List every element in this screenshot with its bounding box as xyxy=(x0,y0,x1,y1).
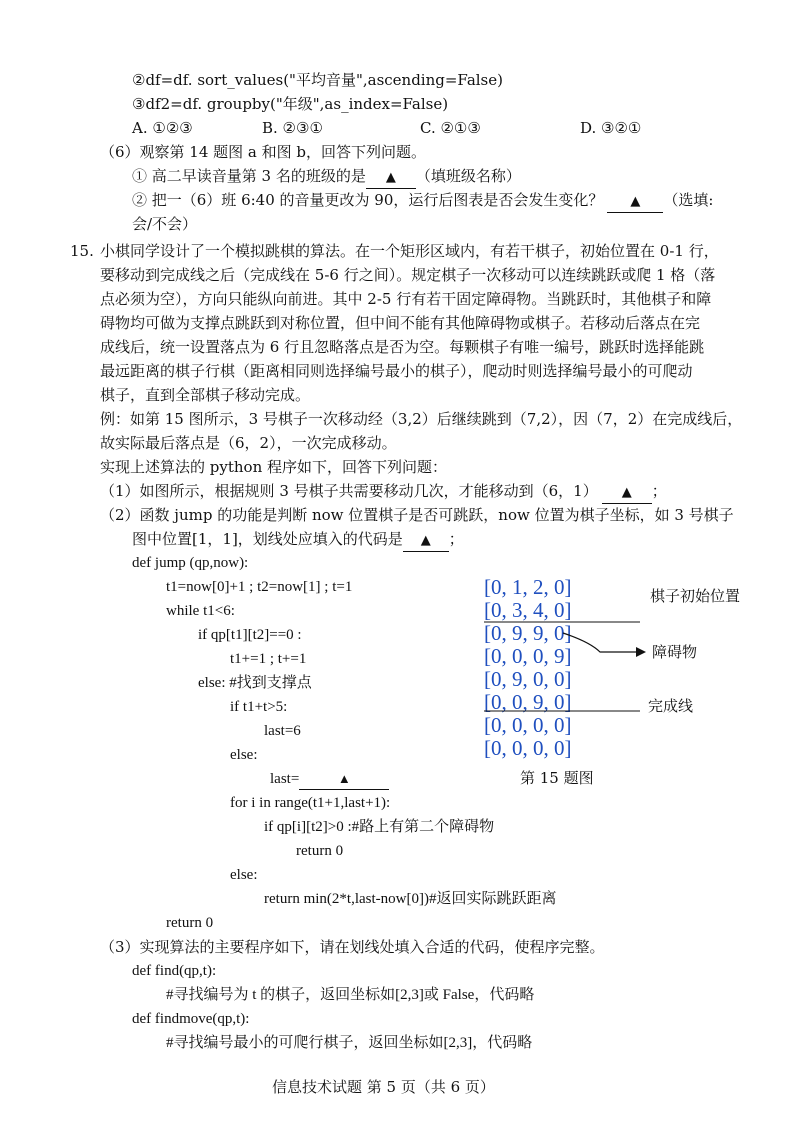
code-line: for i in range(t1+1,last+1): xyxy=(230,795,391,811)
choice-d: D. ③②① xyxy=(580,119,642,137)
code-line: if qp[i][t2]>0 :#路上有第二个障碍物 xyxy=(264,819,495,835)
arrow-head-icon xyxy=(636,647,646,657)
code-line: last=6 xyxy=(264,723,301,739)
label-finish-line: 完成线 xyxy=(648,697,694,715)
paragraph-line: 碍物均可做为支撑点跳跃到对称位置，但中间不能有其他障碍物或棋子。若移动后落点在完 xyxy=(100,314,701,332)
paragraph-line: 成线后，统一设置落点为 6 行且忽略落点是否为空。每颗棋子有唯一编号，跳跃时选择能跳 xyxy=(100,338,705,356)
choice-c: C. ②①③ xyxy=(420,119,481,137)
intro-line: 实现上述算法的 python 程序如下，回答下列问题： xyxy=(100,458,447,476)
code-line: def find(qp,t): xyxy=(132,963,217,979)
paragraph-line: 棋子，直到全部棋子移动完成。 xyxy=(100,386,311,404)
answer-blank[interactable]: ▲ xyxy=(366,168,416,189)
code-line: def jump (qp,now): xyxy=(132,555,249,571)
sub-question-2-text: 图中位置[1，1]，划线处应填入的代码是 xyxy=(132,530,403,548)
question-6-1-text: ① 高二早读音量第 3 名的班级的是 xyxy=(132,167,366,185)
page-footer: 信息技术试题 第 5 页（共 6 页） xyxy=(272,1078,495,1096)
obstacle-pointer-line xyxy=(563,633,636,652)
code-line: while t1<6: xyxy=(166,603,235,619)
question-6: （6）观察第 14 题图 a 和图 b，回答下列问题。 xyxy=(100,143,427,161)
code-line: if t1+t>5: xyxy=(230,699,288,715)
sub-question-2-end: ； xyxy=(448,530,464,548)
matrix-row: [0, 0, 0, 0] xyxy=(484,736,572,760)
code-line-text: last= xyxy=(270,771,300,787)
paragraph-line: 要移动到完成线之后（完成线在 5-6 行之间）。规定棋子一次移动可以连续跳跃或爬 1 格（落 xyxy=(100,266,716,284)
code-comment: #寻找编号为 t 的棋子，返回坐标如[2,3]或 False，代码略 xyxy=(166,987,535,1003)
sub-question-1-end: ； xyxy=(651,482,667,500)
paragraph-line: 点必须为空），方向只能纵向前进。其中 2-5 行有若干固定障碍物。当跳跃时，其他棋子和障 xyxy=(100,290,712,308)
code-line: else: #找到支撑点 xyxy=(198,675,312,691)
question-6-1-hint: （填班级名称） xyxy=(415,167,521,185)
matrix-row: [0, 9, 0, 0] xyxy=(484,667,572,691)
answer-blank[interactable]: ▲ xyxy=(299,769,389,790)
matrix-row: [0, 0, 9, 0] xyxy=(484,690,572,714)
matrix-row: [0, 1, 2, 0] xyxy=(484,575,572,599)
matrix-row: [0, 0, 0, 9] xyxy=(484,644,572,668)
sub-question-1-text: （1）如图所示，根据规则 3 号棋子共需要移动几次，才能移动到（6，1） xyxy=(100,482,598,500)
code-line: def findmove(qp,t): xyxy=(132,1011,250,1027)
code-line: return 0 xyxy=(166,915,214,931)
answer-blank[interactable]: ▲ xyxy=(607,192,663,213)
option-line-3: ③df2=df. groupby("年级",as_index=False) xyxy=(132,95,449,113)
matrix-row: [0, 9, 9, 0] xyxy=(484,621,572,645)
label-start-position: 棋子初始位置 xyxy=(650,587,741,605)
figure-caption: 第 15 题图 xyxy=(520,769,594,787)
paragraph-line: 最远距离的棋子行棋（距离相同则选择编号最小的棋子），爬动时则选择编号最小的可爬动 xyxy=(100,362,693,380)
code-line: else: xyxy=(230,867,258,883)
question-6-2-hint: （选填: xyxy=(663,191,714,209)
example-line: 例：如第 15 图所示，3 号棋子一次移动经（3,2）后继续跳到（7,2），因（7，2）在完成线后， xyxy=(100,410,743,428)
code-line: else: xyxy=(230,747,258,763)
code-comment: #寻找编号最小的可爬行棋子，返回坐标如[2,3]，代码略 xyxy=(166,1035,533,1051)
option-line-2: ②df=df. sort_values("平均音量",ascending=False) xyxy=(132,71,503,89)
choice-a: A. ①②③ xyxy=(132,119,193,137)
code-line: return 0 xyxy=(296,843,344,859)
answer-blank[interactable]: ▲ xyxy=(602,483,652,504)
code-line: if qp[t1][t2]==0 : xyxy=(198,627,302,643)
answer-blank[interactable]: ▲ xyxy=(403,531,449,552)
sub-question-2: （2）函数 jump 的功能是判断 now 位置棋子是否可跳跃，now 位置为棋子坐标，如 3 号棋子 xyxy=(100,506,734,524)
choice-b: B. ②③① xyxy=(262,119,323,137)
problem-number: 15. xyxy=(70,242,94,260)
code-line: t1=now[0]+1 ; t2=now[1] ; t=1 xyxy=(166,579,353,595)
question-6-2-text: ② 把一（6）班 6:40 的音量更改为 90，运行后图表是否会发生变化？ xyxy=(132,191,604,209)
code-line: t1+=1 ; t+=1 xyxy=(230,651,307,667)
example-line: 故实际最后落点是（6，2），一次完成移动。 xyxy=(100,434,397,452)
label-obstacle: 障碍物 xyxy=(652,643,698,661)
sub-question-3: （3）实现算法的主要程序如下，请在划线处填入合适的代码，使程序完整。 xyxy=(100,938,605,956)
paragraph-line: 小棋同学设计了一个模拟跳棋的算法。在一个矩形区域内，有若干棋子，初始位置在 0-1 行， xyxy=(100,242,719,260)
code-line: return min(2*t,last-now[0])#返回实际跳跃距离 xyxy=(264,891,557,907)
matrix-row: [0, 3, 4, 0] xyxy=(484,598,572,622)
matrix-row: [0, 0, 0, 0] xyxy=(484,713,572,737)
question-6-2-options: 会/不会） xyxy=(132,215,198,233)
